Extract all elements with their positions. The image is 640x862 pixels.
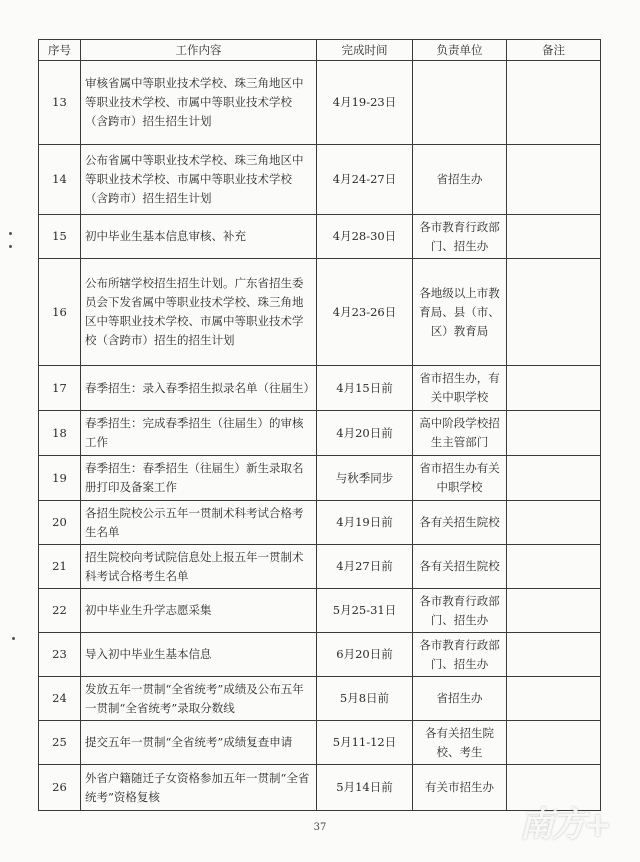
row-note [507,633,601,677]
row-number: 21 [39,545,81,589]
row-unit: 省招生办 [413,677,507,721]
margin-mark [12,637,15,640]
row-unit: 省市招生办，有关中职学校 [413,366,507,411]
row-note [507,215,601,259]
row-content: 公布所辖学校招生招生计划。广东省招生委员会下发省属中等职业技术学校、珠三角地区中等职业技术学校、市属中等职业技术学校（含跨市）招生的招生计划 [81,259,317,366]
row-number: 24 [39,677,81,721]
row-note [507,721,601,765]
row-content: 发放五年一贯制“全省统考”成绩及公布五年一贯制“全省统考”录取分数线 [81,677,317,721]
row-content: 春季招生：完成春季招生（往届生）的审核工作 [81,411,317,456]
table-header-row [39,40,601,61]
table-row [39,456,601,501]
header-time: 完成时间 [317,40,413,61]
row-number: 13 [39,61,81,145]
row-unit: 各地级以上市教育局、县（市、区）教育局 [413,259,507,366]
row-time: 5月25-31日 [317,589,413,633]
row-number: 20 [39,501,81,545]
row-number: 25 [39,721,81,765]
row-content: 公布省属中等职业技术学校、珠三角地区中等职业技术学校、市属中等职业技术学校（含跨市）招生招生计划 [81,145,317,215]
row-unit: 各有关招生院校 [413,545,507,589]
row-unit: 各市教育行政部门、招生办 [413,215,507,259]
row-number: 14 [39,145,81,215]
row-content: 各招生院校公示五年一贯制术科考试合格考生名单 [81,501,317,545]
header-note: 备注 [507,40,601,61]
table-row [39,215,601,259]
table-row [39,61,601,145]
row-time: 5月14日前 [317,765,413,811]
row-time: 4月19日前 [317,501,413,545]
row-unit: 省市招生办有关中职学校 [413,456,507,501]
row-time: 6月20日前 [317,633,413,677]
row-number: 19 [39,456,81,501]
row-unit: 有关市招生办 [413,765,507,811]
row-content: 春季招生：春季招生（往届生）新生录取名册打印及备案工作 [81,456,317,501]
table-row [39,145,601,215]
row-note [507,589,601,633]
row-content: 导入初中毕业生基本信息 [81,633,317,677]
row-time: 5月8日前 [317,677,413,721]
row-note [507,145,601,215]
row-content: 初中毕业生升学志愿采集 [81,589,317,633]
row-number: 18 [39,411,81,456]
header-unit: 负责单位 [413,40,507,61]
row-note [507,501,601,545]
row-unit: 各有关招生院校 [413,501,507,545]
margin-mark [9,232,12,235]
row-time: 5月11-12日 [317,721,413,765]
table-row [39,259,601,366]
row-note [507,545,601,589]
row-time: 与秋季同步 [317,456,413,501]
row-note [507,411,601,456]
row-time: 4月20日前 [317,411,413,456]
row-unit: 各市教育行政部门、招生办 [413,633,507,677]
row-number: 22 [39,589,81,633]
row-time: 4月27日前 [317,545,413,589]
row-number: 15 [39,215,81,259]
header-no: 序号 [39,40,81,61]
schedule-table [38,39,601,811]
row-unit: 高中阶段学校招生主管部门 [413,411,507,456]
row-unit [413,61,507,145]
watermark-logo: 南方+ [519,805,610,845]
row-note [507,456,601,501]
row-time: 4月24-27日 [317,145,413,215]
row-number: 16 [39,259,81,366]
row-number: 23 [39,633,81,677]
table-row [39,765,601,811]
row-unit: 省招生办 [413,145,507,215]
row-time: 4月28-30日 [317,215,413,259]
table-row [39,411,601,456]
row-note [507,366,601,411]
row-note [507,677,601,721]
margin-mark [9,245,12,248]
table-row [39,589,601,633]
row-note [507,61,601,145]
row-content: 提交五年一贯制“全省统考”成绩复查申请 [81,721,317,765]
row-number: 26 [39,765,81,811]
row-content: 招生院校向考试院信息处上报五年一贯制术科考试合格考生名单 [81,545,317,589]
table-row [39,501,601,545]
page-number: 37 [313,822,327,833]
row-time: 4月15日前 [317,366,413,411]
table-row [39,721,601,765]
row-unit: 各市教育行政部门、招生办 [413,589,507,633]
row-content: 外省户籍随迁子女资格参加五年一贯制“全省统考”资格复核 [81,765,317,811]
table-row [39,677,601,721]
header-content: 工作内容 [81,40,317,61]
row-content: 初中毕业生基本信息审核、补充 [81,215,317,259]
row-time: 4月19-23日 [317,61,413,145]
row-time: 4月23-26日 [317,259,413,366]
row-number: 17 [39,366,81,411]
table-row [39,366,601,411]
row-content: 审核省属中等职业技术学校、珠三角地区中等职业技术学校、市属中等职业技术学校（含跨市）招生招生计划 [81,61,317,145]
row-note [507,259,601,366]
row-unit: 各有关招生院校、考生 [413,721,507,765]
table-row [39,633,601,677]
row-content: 春季招生：录入春季招生拟录名单（往届生） [81,366,317,411]
table-row [39,545,601,589]
